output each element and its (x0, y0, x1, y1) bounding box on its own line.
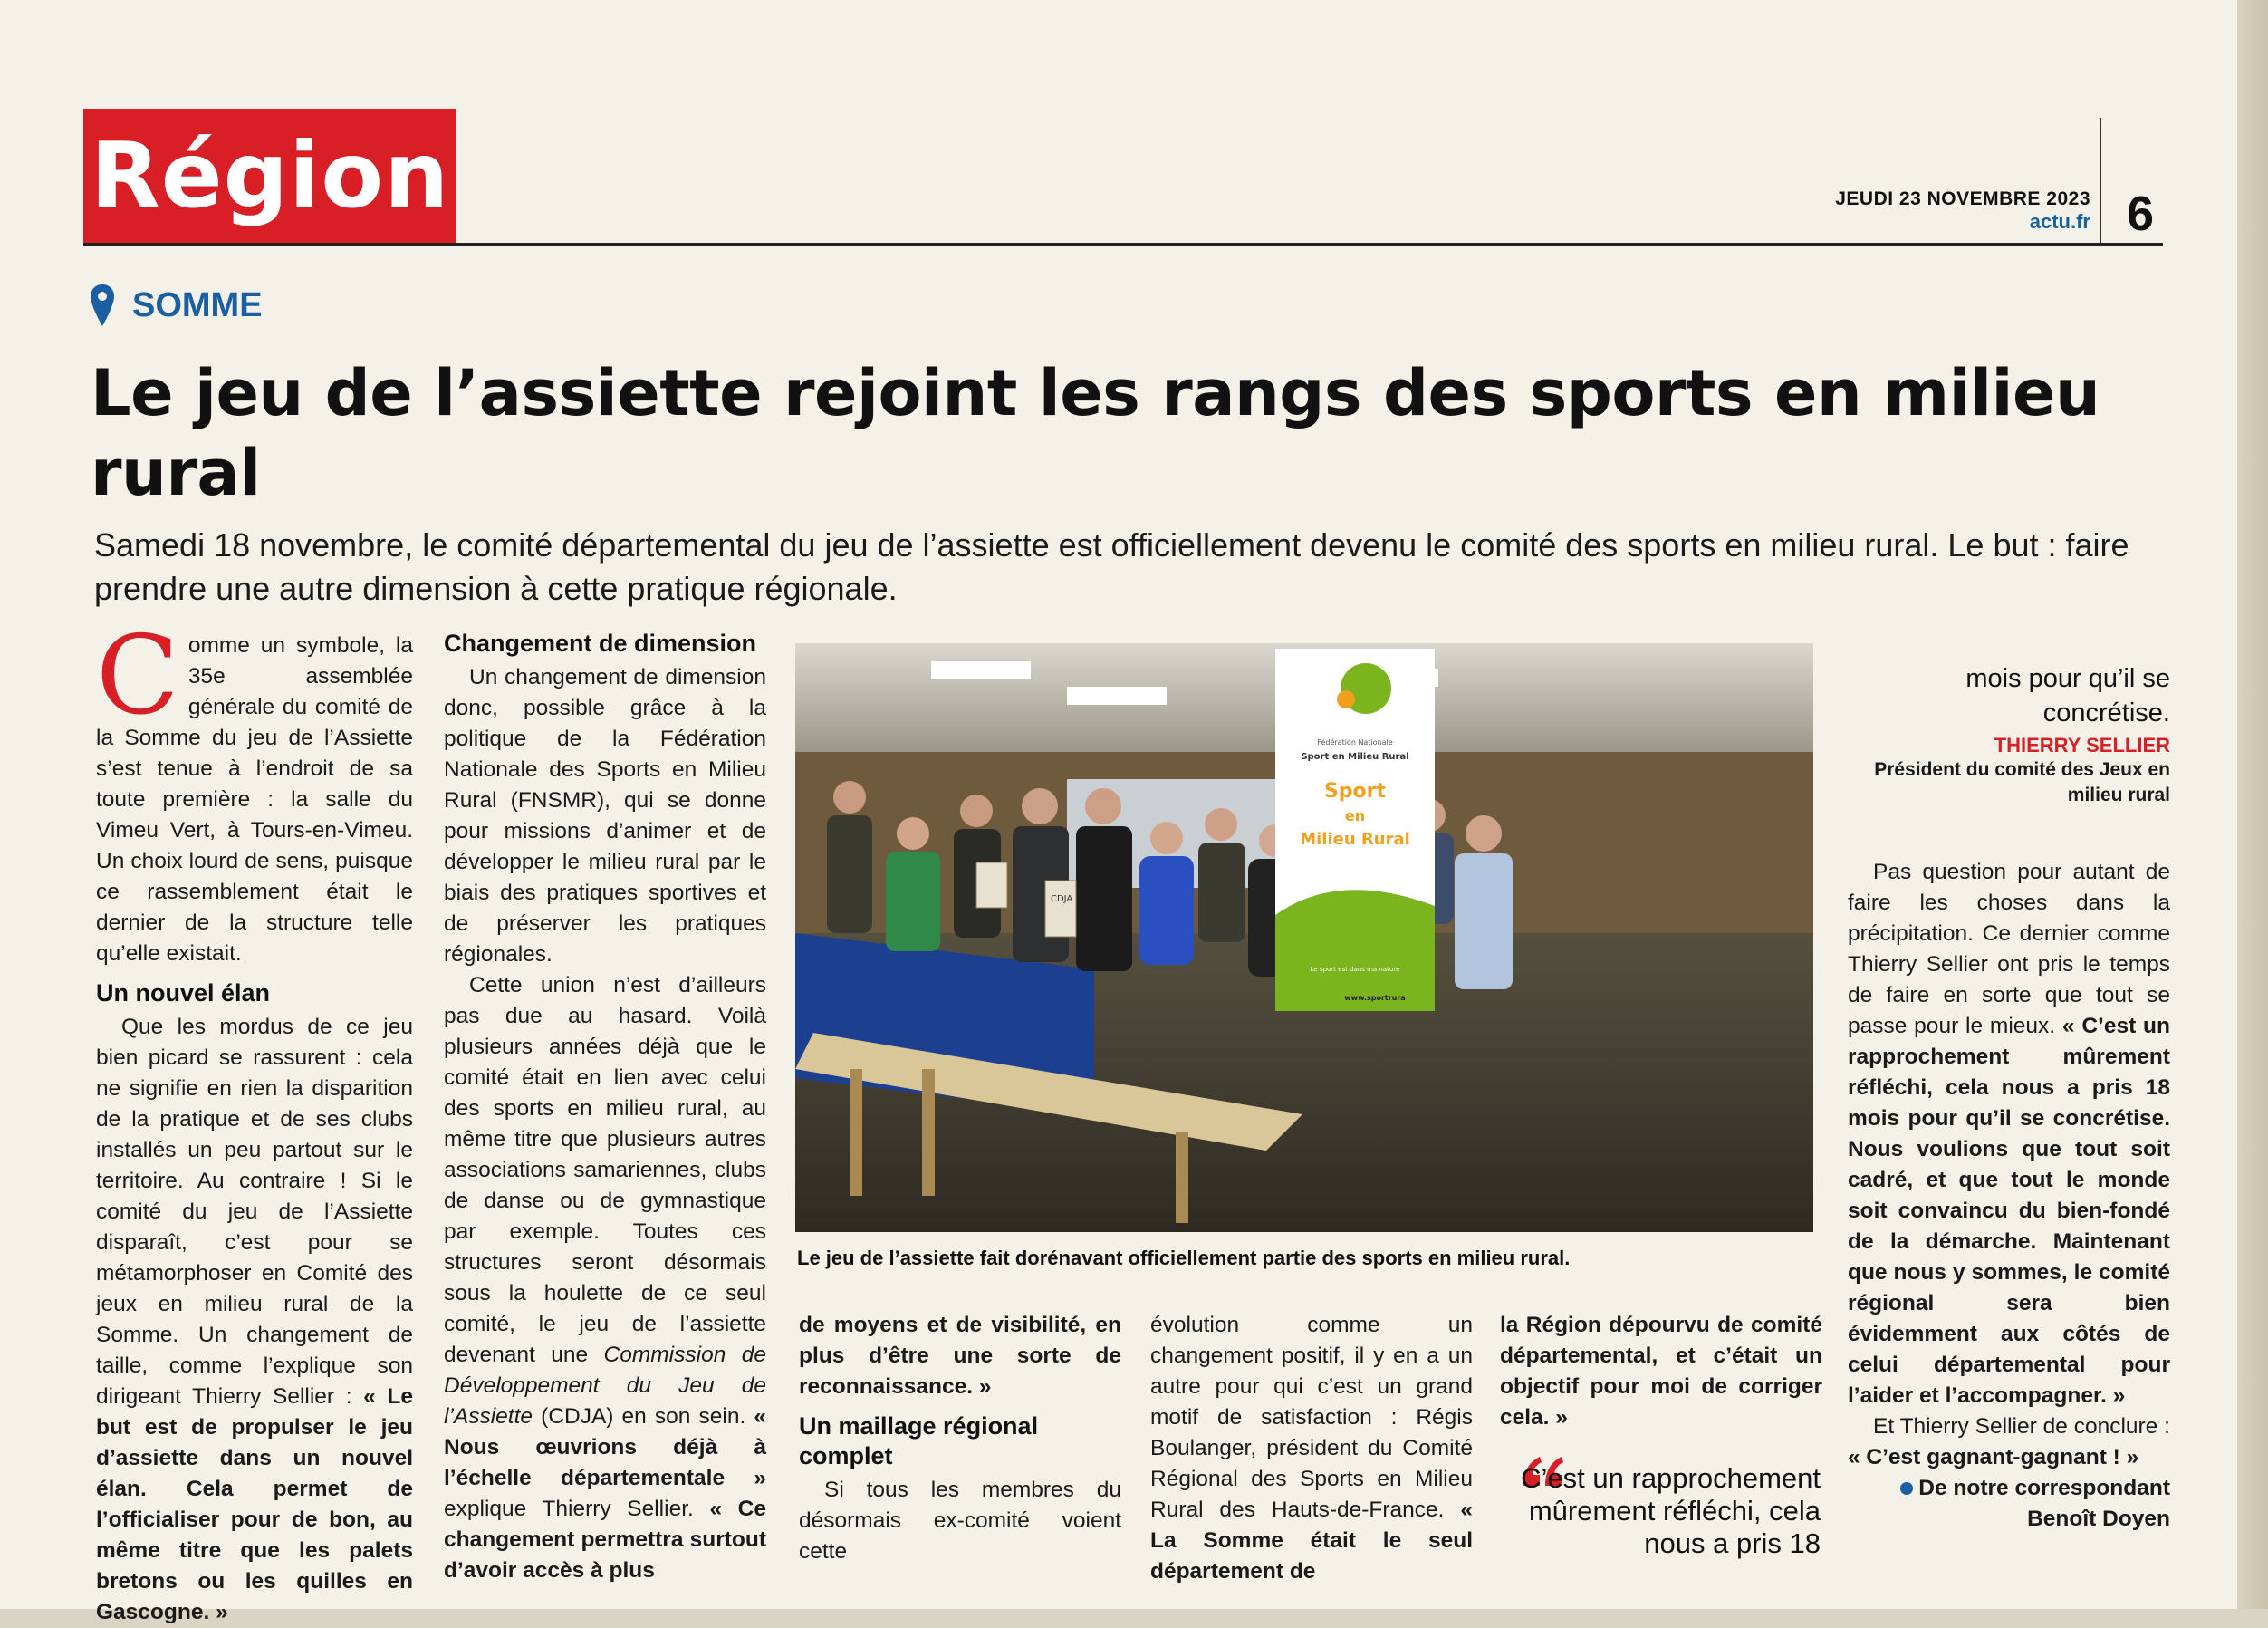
location-label: SOMME (132, 285, 263, 324)
col4-paragraph: évolution comme un changement positif, il y en a un autre pour qui c’est un grand motif de satisfaction : Régis Boulanger, président du Comité Régional des Sports en Milieu Rural des Hauts-de-France. (1150, 1313, 1473, 1522)
banner-big-2: en (1344, 807, 1366, 824)
byline-label: De notre correspondant (1918, 1476, 2170, 1500)
issue-date: JEUDI 23 NOVEMBRE 2023 (1835, 188, 2090, 209)
ceiling-light (1067, 687, 1167, 705)
trestle-leg (850, 1069, 862, 1196)
trestle-leg (1176, 1132, 1188, 1223)
article-column-3 (799, 1310, 1121, 1567)
trestle-leg (922, 1069, 935, 1196)
pull-quote: C’est un rapprochement mûrement réfléchi, cela nous a pris 18 (1521, 1462, 1821, 1559)
col3-quote: de moyens et de visibilité, en plus d’être une sorte de reconnaissance. » (799, 1313, 1121, 1399)
article-headline: Le jeu de l’assiette rejoint les rangs des sports en milieu rural (91, 356, 2100, 510)
article-column-5 (1500, 1310, 1822, 1433)
banner-big-1: Sport (1323, 780, 1387, 803)
banner-name: Sport en Milieu Rural (1301, 752, 1409, 762)
header-divider (2100, 118, 2101, 245)
pull-quote-continuation (1848, 661, 2170, 808)
quote-author: THIERRY SELLIER (1994, 734, 2170, 756)
fnsmr-banner (1275, 649, 1435, 1011)
site-link[interactable]: actu.fr (2029, 210, 2090, 233)
col2-cdja-text: (CDJA) en son sein. (541, 1404, 746, 1429)
subhead-changement: Changement de dimension (444, 630, 757, 657)
col3-paragraph: Si tous les membres du désormais ex-comité voient cette (799, 1478, 1121, 1564)
bullet-dot (1900, 1482, 1913, 1495)
byline-author: Benoît Doyen (2027, 1507, 2170, 1531)
pull-quote-end: mois pour qu’il se concrétise. (1965, 664, 2170, 727)
col1-paragraph-1: omme un symbole, la 35e assemblée générale du comité de la Somme du jeu de l’Assiette s’est tenue à l’endroit de sa toute première : la salle du Vimeu Vert, à Tours-en-Vimeu. Un choix lourd de sens, puisque ce rassemblement était le dernier de la structure telle qu’elle existait. (96, 633, 413, 966)
article-column-2 (444, 629, 766, 1586)
col2-attribution: explique Thierry Sellier. (444, 1497, 694, 1521)
page-header-meta (1721, 188, 2090, 234)
quote-author-role: Président du comité des Jeux en milieu rural (1874, 759, 2170, 805)
article-column-6 (1848, 857, 2170, 1535)
map-pin-icon (91, 284, 114, 326)
col6-quote: « C’est un rapprochement mûrement réfléchi, cela nous a pris 18 mois pour qu’il se concrétise. Nous voulions que tout soit cadré, et que tout le monde soit convaincu du bien-fondé de la démarche. Maintenant que nous y sommes, le comité régional sera bien évidemment aux côtés de celui départemental pour l’aider et l’accompagner. » (1848, 1014, 2170, 1408)
header-rule (83, 243, 2163, 246)
page-edge (2237, 0, 2268, 1609)
col1-paragraph-2: Que les mordus de ce jeu bien picard se rassurent : cela ne signifie en rien la disparition de la pratique et de ses clubs installés un peu partout sur le territoire. Au contraire ! Si le comité du jeu de l’Assiette disparaît, c’est pour se métamorphoser en Comité des jeux en milieu rural de la Somme. Un changement de taille, comme l’explique son dirigeant Thierry Sellier : (96, 1015, 413, 1409)
group-photo-illustration (795, 643, 1813, 1232)
col2-paragraph-2: Cette union n’est d’ailleurs pas due au hasard. Voilà plusieurs années déjà que le comité était en lien avec celui des sports en milieu rural, au même titre que plusieurs autres associations samariennes, clubs de danse ou de gymnastique par exemple. Toutes ces structures seront désormais sous la houlette de ce seul comité, le jeu de l’assiette devenant une (444, 973, 766, 1367)
plate-label: CDJA (1051, 894, 1073, 904)
ceiling-light (931, 661, 1031, 679)
article-column-4 (1150, 1310, 1473, 1587)
col2-quote-1: « Nous œuvrions déjà à l’échelle départementale » (444, 1404, 766, 1490)
photo-caption: Le jeu de l’assiette fait dorénavant officiellement partie des sports en milieu rural. (797, 1247, 1571, 1269)
col4-quote: « La Somme était le seul département de (1150, 1498, 1473, 1584)
section-label: Région (83, 109, 456, 243)
col2-quote-2: « Ce changement permettra surtout d’avoir accès à plus (444, 1497, 766, 1583)
banner-tagline: Le sport est dans ma nature (1310, 966, 1400, 973)
col6-paragraph-2: Et Thierry Sellier de conclure : (1873, 1414, 2170, 1439)
location-tag (91, 284, 263, 326)
article-photo (795, 643, 1813, 1232)
drop-cap: C (96, 613, 179, 739)
banner-big-3: Milieu Rural (1300, 830, 1410, 849)
banner-url: www.sportrura (1344, 994, 1406, 1002)
col2-paragraph-1: Un changement de dimension donc, possible grâce à la politique de la Fédération Nationale des Sports en Milieu Rural (FNSMR), qui se donne pour missions d’animer et de développer le milieu rural par le biais des pratiques sportives et de préserver les pratiques régionales. (444, 665, 766, 967)
col2-cdja-name: Commission de Développement du Jeu de l’Assiette (444, 1343, 766, 1429)
subhead-maillage: Un maillage régional complet (799, 1412, 1039, 1469)
article-lead: Samedi 18 novembre, le comité départemental du jeu de l’assiette est officiellement devenu le comité des sports en milieu rural. Le but : faire prendre une autre dimension à cette pratique régionale. (94, 526, 2129, 607)
col1-quote: « Le but est de propulser le jeu d’assiette dans un nouvel élan. Cela permet de l’officialiser pour de bon, au même titre que les palets bretons ou les quilles en Gascogne. » (96, 1384, 413, 1624)
page-number: 6 (2127, 187, 2155, 241)
article-column-1 (96, 613, 413, 1628)
col5-quote: la Région dépourvu de comité départemental, et c’était un objectif pour moi de corriger cela. » (1500, 1313, 1822, 1430)
col6-paragraph-1: Pas question pour autant de faire les choses dans la précipitation. Ce dernier comme Thierry Sellier ont pris le temps de faire en sorte que tout se passe pour le mieux. (1848, 860, 2170, 1038)
subhead-nouvel-elan: Un nouvel élan (96, 979, 271, 1007)
banner-org: Fédération Nationale (1317, 738, 1393, 747)
col6-conclusion: « C’est gagnant-gagnant ! » (1848, 1445, 2139, 1469)
